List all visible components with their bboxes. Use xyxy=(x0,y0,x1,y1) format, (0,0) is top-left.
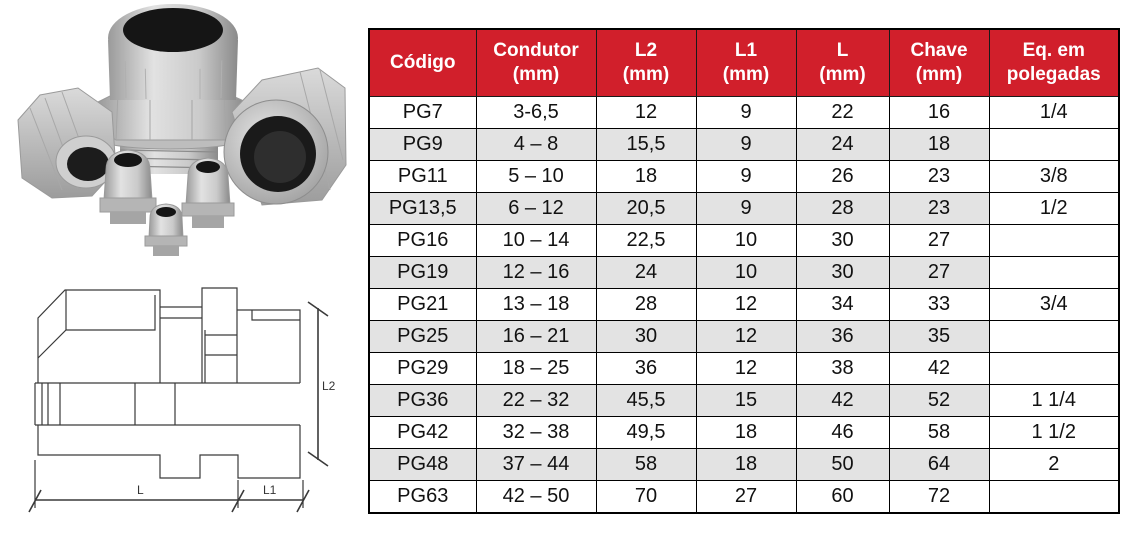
cable-gland-technical-drawing xyxy=(0,270,360,539)
cell-chave: 18 xyxy=(889,129,989,161)
table-row xyxy=(369,257,1119,289)
table-row xyxy=(369,289,1119,321)
cell-l2: 45,5 xyxy=(596,385,696,417)
cell-polegadas: 3/8 xyxy=(989,161,1119,193)
cell-codigo: PG63 xyxy=(369,481,476,514)
cell-l: 60 xyxy=(796,481,889,514)
cell-codigo: PG42 xyxy=(369,417,476,449)
cell-l1: 18 xyxy=(696,417,796,449)
drawing-outline xyxy=(35,288,300,478)
cell-condutor: 16 – 21 xyxy=(476,321,596,353)
cell-l2: 15,5 xyxy=(596,129,696,161)
cell-l1: 18 xyxy=(696,449,796,481)
cell-polegadas: 1 1/2 xyxy=(989,417,1119,449)
header-l1-unit: (mm) xyxy=(722,64,770,85)
header-condutor-line: Condutor xyxy=(493,40,579,61)
table-row xyxy=(369,193,1119,225)
cell-l: 34 xyxy=(796,289,889,321)
table-row xyxy=(369,481,1119,514)
cell-l1: 9 xyxy=(696,161,796,193)
cell-polegadas: 1 1/4 xyxy=(989,385,1119,417)
cell-polegadas: 2 xyxy=(989,449,1119,481)
cell-polegadas xyxy=(989,257,1119,289)
cell-condutor: 12 – 16 xyxy=(476,257,596,289)
cell-l: 30 xyxy=(796,225,889,257)
cell-codigo: PG29 xyxy=(369,353,476,385)
cell-codigo: PG19 xyxy=(369,257,476,289)
header-codigo xyxy=(369,29,476,97)
cell-polegadas xyxy=(989,353,1119,385)
cell-codigo: PG7 xyxy=(369,97,476,129)
cell-condutor: 22 – 32 xyxy=(476,385,596,417)
header-condutor-unit: (mm) xyxy=(512,64,560,85)
header-polegadas-line: Eq. em xyxy=(1022,40,1085,61)
cell-l1: 12 xyxy=(696,353,796,385)
table-body xyxy=(369,97,1119,514)
cell-l: 24 xyxy=(796,129,889,161)
table-row xyxy=(369,417,1119,449)
cell-polegadas xyxy=(989,225,1119,257)
cable-glands-photo xyxy=(0,0,360,265)
cell-l: 46 xyxy=(796,417,889,449)
cell-l2: 18 xyxy=(596,161,696,193)
cell-l2: 36 xyxy=(596,353,696,385)
header-l1-line: L1 xyxy=(734,40,758,61)
cell-condutor: 6 – 12 xyxy=(476,193,596,225)
cell-chave: 64 xyxy=(889,449,989,481)
cell-codigo: PG25 xyxy=(369,321,476,353)
cell-condutor: 32 – 38 xyxy=(476,417,596,449)
table-row xyxy=(369,353,1119,385)
header-codigo-line: Código xyxy=(390,52,456,73)
cell-l1: 9 xyxy=(696,193,796,225)
cell-l: 38 xyxy=(796,353,889,385)
cell-l1: 9 xyxy=(696,97,796,129)
cable-gland-small-2 xyxy=(182,158,234,228)
cell-chave: 58 xyxy=(889,417,989,449)
header-l2-line: L2 xyxy=(634,40,658,61)
cell-polegadas: 1/4 xyxy=(989,97,1119,129)
cell-codigo: PG9 xyxy=(369,129,476,161)
cell-l2: 58 xyxy=(596,449,696,481)
cell-condutor: 18 – 25 xyxy=(476,353,596,385)
cell-chave: 42 xyxy=(889,353,989,385)
cell-chave: 35 xyxy=(889,321,989,353)
cell-condutor: 3-6,5 xyxy=(476,97,596,129)
header-polegadas xyxy=(989,29,1119,97)
cell-l2: 70 xyxy=(596,481,696,514)
cable-gland-small-3 xyxy=(145,204,187,256)
cell-condutor: 10 – 14 xyxy=(476,225,596,257)
cell-polegadas xyxy=(989,481,1119,514)
cell-codigo: PG21 xyxy=(369,289,476,321)
cell-l: 50 xyxy=(796,449,889,481)
cell-chave: 72 xyxy=(889,481,989,514)
cell-codigo: PG48 xyxy=(369,449,476,481)
cell-polegadas xyxy=(989,129,1119,161)
cell-l2: 30 xyxy=(596,321,696,353)
cell-l2: 20,5 xyxy=(596,193,696,225)
dimension-lines xyxy=(29,302,336,512)
cell-l1: 27 xyxy=(696,481,796,514)
header-l2-unit: (mm) xyxy=(622,64,670,85)
header-polegadas-line-2: polegadas xyxy=(1006,64,1101,85)
cable-gland-large xyxy=(96,4,246,174)
cell-l: 22 xyxy=(796,97,889,129)
cell-condutor: 5 – 10 xyxy=(476,161,596,193)
header-l-unit: (mm) xyxy=(819,64,866,85)
cable-gland-spec-table xyxy=(368,28,1120,514)
cell-l2: 22,5 xyxy=(596,225,696,257)
table-row xyxy=(369,129,1119,161)
cell-l1: 9 xyxy=(696,129,796,161)
dimension-l2-label: L2 xyxy=(322,379,336,393)
cell-l1: 12 xyxy=(696,289,796,321)
header-chave xyxy=(889,29,989,97)
header-l2 xyxy=(596,29,696,97)
header-chave-unit: (mm) xyxy=(915,64,963,85)
cable-gland-left xyxy=(18,88,116,198)
header-l xyxy=(796,29,889,97)
cable-gland-small-1 xyxy=(100,150,156,224)
cell-chave: 16 xyxy=(889,97,989,129)
table-row xyxy=(369,385,1119,417)
cell-l2: 12 xyxy=(596,97,696,129)
dimension-l-label: L xyxy=(137,483,144,497)
cell-chave: 23 xyxy=(889,193,989,225)
cell-condutor: 42 – 50 xyxy=(476,481,596,514)
cell-l: 26 xyxy=(796,161,889,193)
table-row xyxy=(369,449,1119,481)
cell-l1: 15 xyxy=(696,385,796,417)
cell-l1: 12 xyxy=(696,321,796,353)
cell-l1: 10 xyxy=(696,225,796,257)
cell-chave: 27 xyxy=(889,257,989,289)
cell-polegadas: 1/2 xyxy=(989,193,1119,225)
cell-chave: 52 xyxy=(889,385,989,417)
cell-l2: 49,5 xyxy=(596,417,696,449)
cell-condutor: 4 – 8 xyxy=(476,129,596,161)
cell-chave: 27 xyxy=(889,225,989,257)
table-row xyxy=(369,321,1119,353)
cell-polegadas xyxy=(989,321,1119,353)
header-l1 xyxy=(696,29,796,97)
cell-chave: 33 xyxy=(889,289,989,321)
cable-gland-right xyxy=(224,68,346,205)
cell-l: 42 xyxy=(796,385,889,417)
table-row xyxy=(369,161,1119,193)
header-l-line: L xyxy=(836,40,849,61)
cell-condutor: 13 – 18 xyxy=(476,289,596,321)
table-header-row xyxy=(369,29,1119,97)
header-condutor xyxy=(476,29,596,97)
table-row xyxy=(369,97,1119,129)
cell-l: 28 xyxy=(796,193,889,225)
cell-polegadas: 3/4 xyxy=(989,289,1119,321)
cell-condutor: 37 – 44 xyxy=(476,449,596,481)
cell-codigo: PG13,5 xyxy=(369,193,476,225)
cell-l: 30 xyxy=(796,257,889,289)
header-chave-line: Chave xyxy=(910,40,968,61)
cell-l1: 10 xyxy=(696,257,796,289)
cell-l: 36 xyxy=(796,321,889,353)
table-row xyxy=(369,225,1119,257)
cell-l2: 24 xyxy=(596,257,696,289)
cell-codigo: PG11 xyxy=(369,161,476,193)
cell-codigo: PG16 xyxy=(369,225,476,257)
cell-chave: 23 xyxy=(889,161,989,193)
cell-l2: 28 xyxy=(596,289,696,321)
dimension-l1-label: L1 xyxy=(263,483,277,497)
cell-codigo: PG36 xyxy=(369,385,476,417)
